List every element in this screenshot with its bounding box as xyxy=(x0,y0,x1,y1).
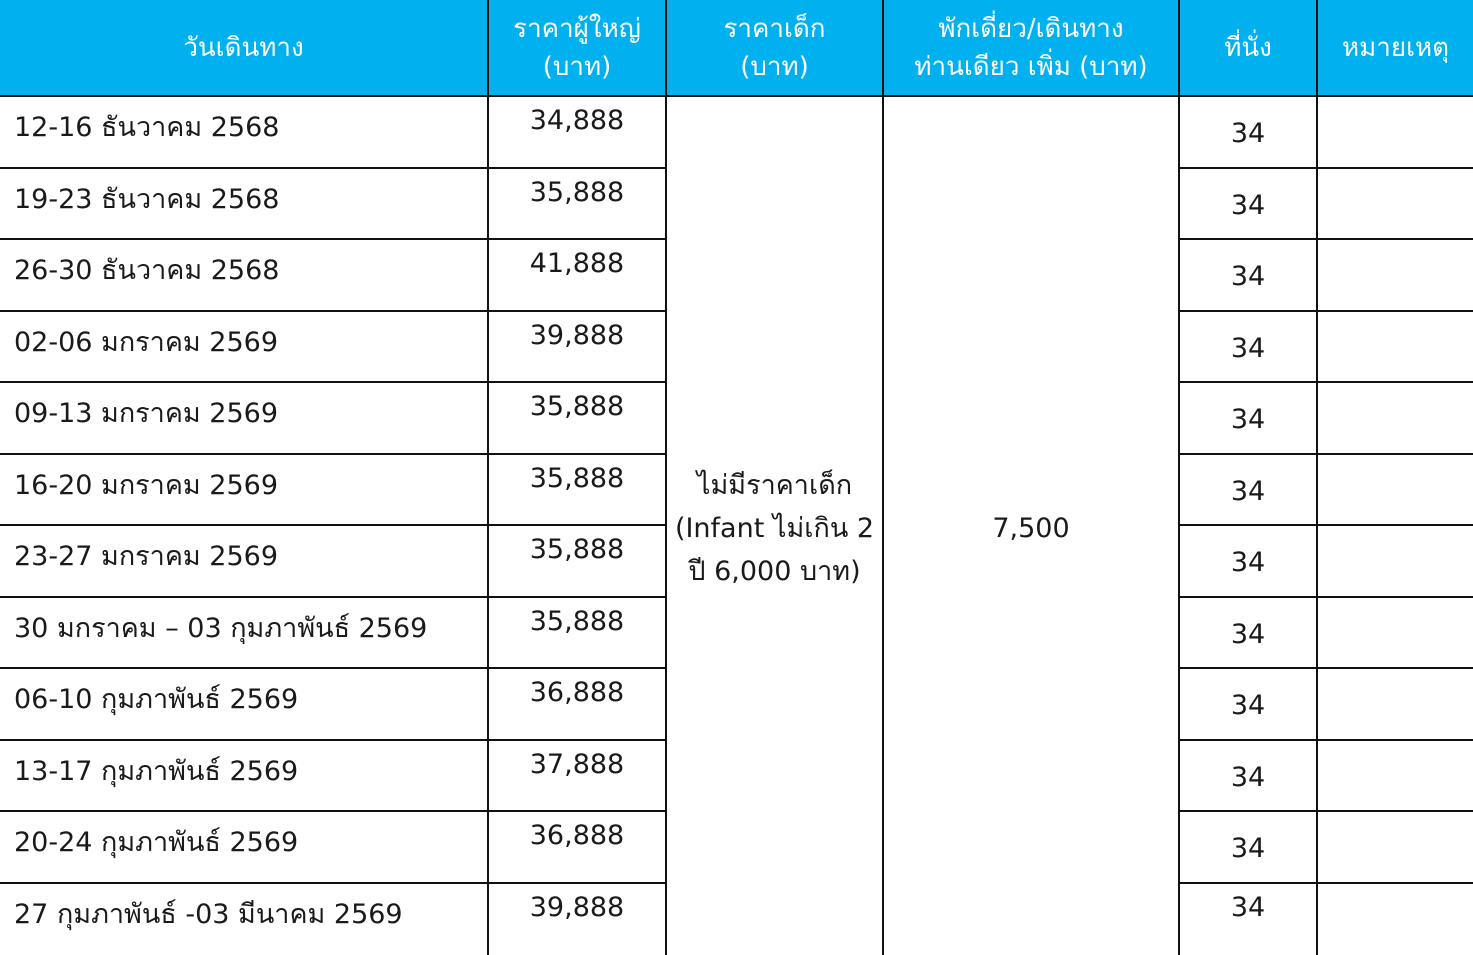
child-price-cell: ไม่มีราคาเด็ก (Infant ไม่เกิน 2 ปี 6,000 บาท) xyxy=(667,97,884,955)
row-date: 06-10 กุมภาพันธ์ 2569 xyxy=(0,669,489,741)
row-date: 16-20 มกราคม 2569 xyxy=(0,455,489,527)
row-date: 27 กุมภาพันธ์ -03 มีนาคม 2569 xyxy=(0,884,489,955)
row-remarks xyxy=(1318,312,1473,384)
row-remarks xyxy=(1318,97,1473,169)
row-date: 20-24 กุมภาพันธ์ 2569 xyxy=(0,812,489,884)
row-date: 13-17 กุมภาพันธ์ 2569 xyxy=(0,741,489,813)
row-adult-price: 41,888 xyxy=(489,240,667,312)
row-seats: 34 xyxy=(1180,741,1318,813)
row-remarks xyxy=(1318,526,1473,598)
row-remarks xyxy=(1318,383,1473,455)
row-remarks xyxy=(1318,240,1473,312)
single-supplement-cell: 7,500 xyxy=(884,97,1180,955)
row-adult-price: 37,888 xyxy=(489,741,667,813)
row-adult-price: 39,888 xyxy=(489,884,667,955)
row-remarks xyxy=(1318,598,1473,670)
row-remarks xyxy=(1318,884,1473,955)
row-adult-price: 35,888 xyxy=(489,598,667,670)
row-adult-price: 35,888 xyxy=(489,383,667,455)
row-seats: 34 xyxy=(1180,598,1318,670)
row-seats: 34 xyxy=(1180,312,1318,384)
row-adult-price: 39,888 xyxy=(489,312,667,384)
header-single-supplement: พักเดี่ยว/เดินทาง ท่านเดียว เพิ่ม (บาท) xyxy=(884,0,1180,97)
row-date: 23-27 มกราคม 2569 xyxy=(0,526,489,598)
row-seats: 34 xyxy=(1180,97,1318,169)
row-seats: 34 xyxy=(1180,526,1318,598)
header-adult-price: ราคาผู้ใหญ่ (บาท) xyxy=(489,0,667,97)
row-adult-price: 34,888 xyxy=(489,97,667,169)
row-seats: 34 xyxy=(1180,240,1318,312)
row-seats: 34 xyxy=(1180,169,1318,241)
header-date: วันเดินทาง xyxy=(0,0,489,97)
row-date: 02-06 มกราคม 2569 xyxy=(0,312,489,384)
row-date: 12-16 ธันวาคม 2568 xyxy=(0,97,489,169)
row-seats: 34 xyxy=(1180,812,1318,884)
row-date: 30 มกราคม – 03 กุมภาพันธ์ 2569 xyxy=(0,598,489,670)
header-child-price: ราคาเด็ก (บาท) xyxy=(667,0,884,97)
row-adult-price: 36,888 xyxy=(489,669,667,741)
header-remarks: หมายเหตุ xyxy=(1318,0,1473,97)
row-date: 19-23 ธันวาคม 2568 xyxy=(0,169,489,241)
row-adult-price: 35,888 xyxy=(489,526,667,598)
row-remarks xyxy=(1318,169,1473,241)
row-date: 26-30 ธันวาคม 2568 xyxy=(0,240,489,312)
header-seats: ที่นั่ง xyxy=(1180,0,1318,97)
row-seats: 34 xyxy=(1180,383,1318,455)
row-date: 09-13 มกราคม 2569 xyxy=(0,383,489,455)
row-remarks xyxy=(1318,455,1473,527)
row-remarks xyxy=(1318,812,1473,884)
row-remarks xyxy=(1318,669,1473,741)
row-seats: 34 xyxy=(1180,884,1318,955)
row-seats: 34 xyxy=(1180,455,1318,527)
row-adult-price: 35,888 xyxy=(489,169,667,241)
row-adult-price: 36,888 xyxy=(489,812,667,884)
row-adult-price: 35,888 xyxy=(489,455,667,527)
row-seats: 34 xyxy=(1180,669,1318,741)
row-remarks xyxy=(1318,741,1473,813)
